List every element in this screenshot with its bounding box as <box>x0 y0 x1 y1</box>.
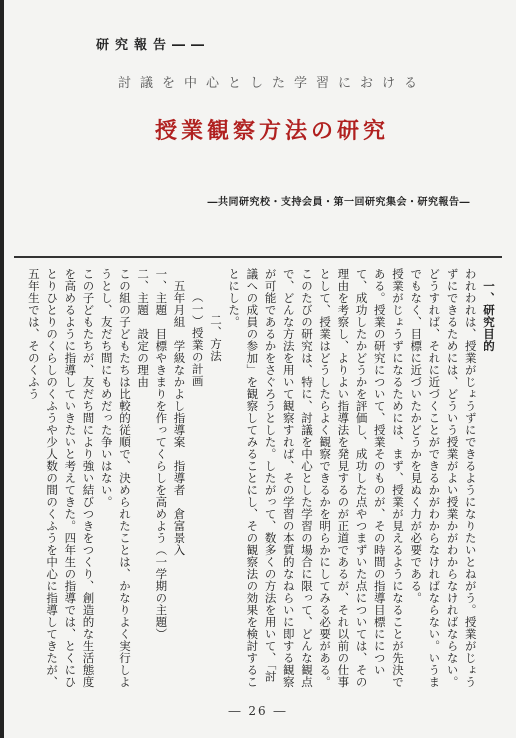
article-title: 授業観察方法の研究 <box>154 118 389 144</box>
section-divider <box>14 256 502 258</box>
list-item-theme: 一、主題 目標やきまりを作ってくらしを高めよう（一学期の主題） <box>154 268 169 640</box>
report-byline: ―共同研究校・支持会員・第一回研究集会・研究報告― <box>207 197 470 208</box>
page-number: ― 26 ― <box>228 704 288 718</box>
paragraph-1: われわれは、授業がじょうずにできるようになりたいとねがう。授業がじょうずにできるためには、どういう授業がよい授業かがわからなければならない。どうすれば、それに近づくことができるかがわからなければならない。いうまでもなく、目標に近づいたかどうかを見ぬく力が必要である。 <box>409 268 478 688</box>
section-heading-purpose: 一、研究目的 <box>482 279 496 352</box>
paragraph-4: この組の子どもたちは比較的従順で、決められたことは、かなりよく実行しようとし、友だち間にもめだった争いはない。 <box>99 268 132 688</box>
section-heading-method: 二、方法 <box>208 314 223 362</box>
paragraph-2: 授業がじょうずになるためには、まず、授業が見えるようになることが先決である。授業の研究について、授業そのものが、その時間の指導目標にについて、成功したかどうかを評価し、成功した点やつまずいた点については、その理由を考察し、よりよい指導法を発見するのが正道であるが、それ以前の仕事として、授業はどうしたらよく観察できるかを明らかにしてみる必要がある。 <box>318 268 405 688</box>
article-subtitle: 討議を中心とした学習における <box>118 76 427 91</box>
list-item-reason: 二、主題 設定の理由 <box>136 268 151 388</box>
scan-edge <box>0 0 4 738</box>
series-text: 研究報告 <box>96 38 173 53</box>
vertical-body-text <box>20 268 498 688</box>
subsection-heading-plan: （一）授業の計画 <box>190 291 205 387</box>
series-label <box>96 34 210 53</box>
paragraph-5: この子どもたちが、友だち間により強い結びつきをつくり、創造的な生活態度を高めるように指導していきたいと考えてきた。四年生の指導では、とくにひとりひとりのくらしのくふうや少人数の間のくふうを中心に指導してきたが、五年生では、そのくふう <box>26 268 96 688</box>
paragraph-3: このたびの研究は、特に、討議を中心とした学習の場合に限って、どんな観点で、どんな方法を用いて観察すれば、その学習の本質的なねらいに即する観察が可能であるかをさぐろうとした。したがって、数多くの方法を用いて、「討議への成員の参加」を観察してみることにし、その観察法の効果を検討することにした。 <box>227 268 314 688</box>
class-info-line: 五年月組 学級なかよし指導案 指導者 倉富景入 <box>172 279 187 556</box>
series-dash: ―― <box>172 38 211 53</box>
